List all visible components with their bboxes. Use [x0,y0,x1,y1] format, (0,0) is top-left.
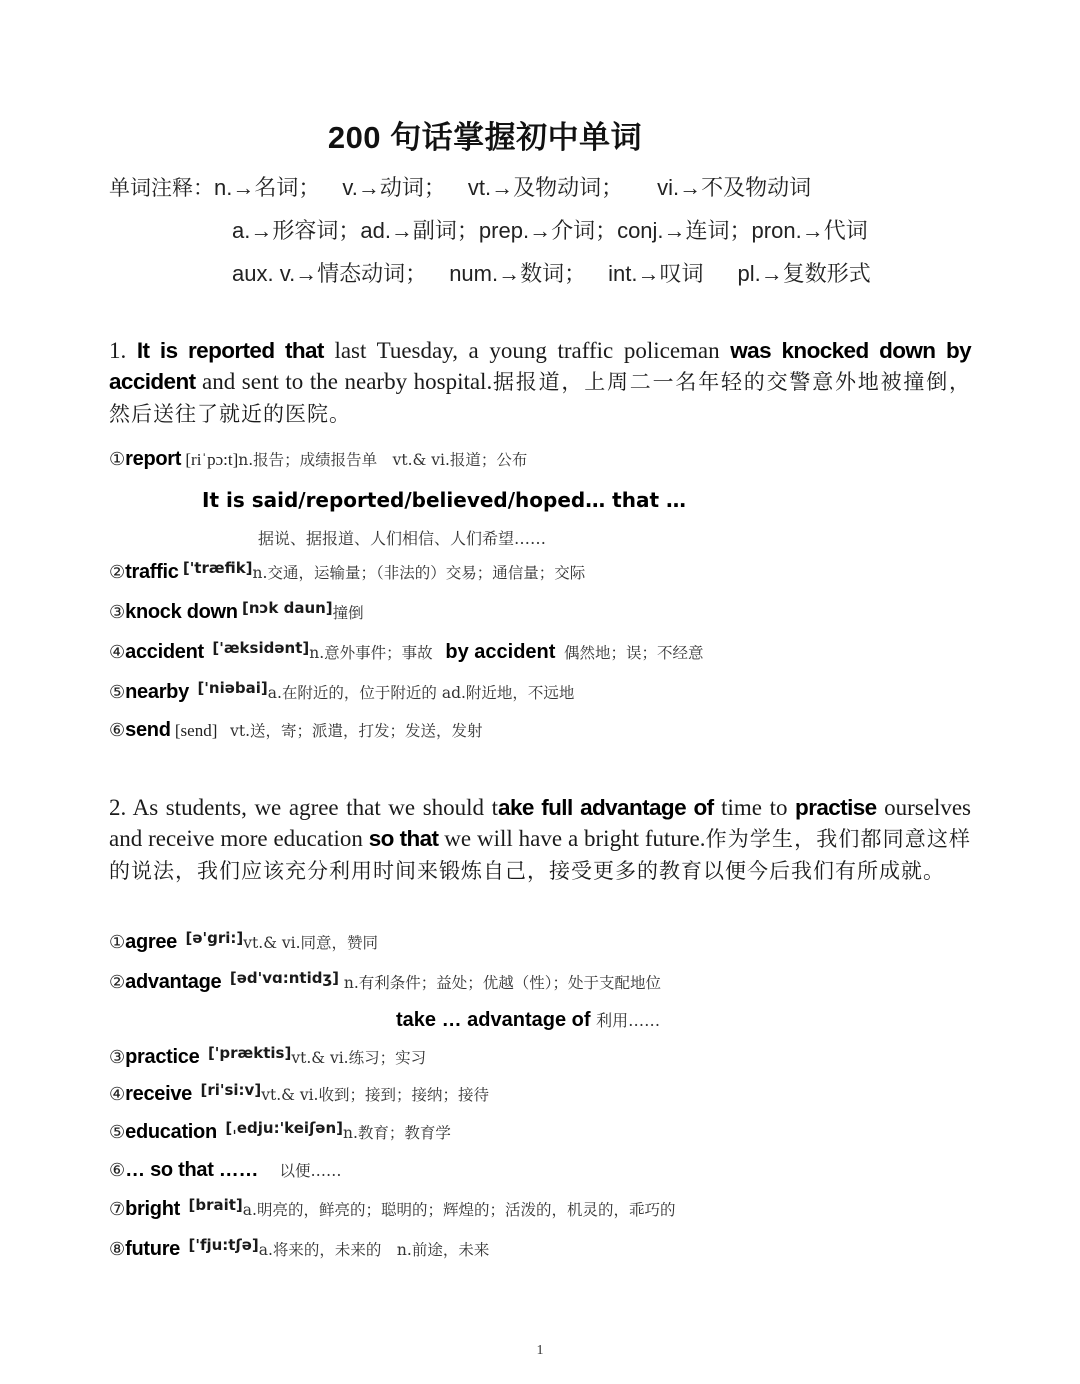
item-number: ③ [109,1047,126,1068]
vocab-word: … so that …… [125,1159,259,1181]
item-number: ⑤ [109,682,126,703]
item-number: ② [109,972,126,993]
vocab-phonetic: [brait] [188,1196,243,1214]
vocab-phonetic: [riˈpɔ:t] [185,450,239,469]
sentence-text: last Tuesday, a young traffic policeman [323,338,731,363]
item-number: ④ [109,642,126,663]
vocab-item-agree [109,931,378,954]
sentence-text: we will have a bright future. [438,826,706,851]
key-phrase: so that [368,826,439,851]
item-number: ④ [109,1084,126,1105]
vocab-phrase-definition: 偶然地；误；不经意 [563,644,704,662]
vocab-definition: 以便…… [279,1162,342,1180]
item-number: ⑥ [109,1160,126,1181]
vocab-item-advantage [109,971,661,994]
page-number: 1 [536,1343,544,1358]
vocab-word: bright [125,1198,180,1220]
vocab-item-bright [109,1198,675,1221]
key-phrase: ake full advantage of [498,795,714,820]
sentence-translation: 据报道，上周二一名年轻的交警意外地被撞倒，然后送往了就近的医院。 [109,370,971,426]
vocab-item-so-that [109,1159,341,1182]
item-number: ① [109,449,126,470]
vocab-item-knock-down [109,601,364,624]
legend-line-1 [109,171,811,202]
vocab-word: advantage [125,971,222,993]
vocab-definition: a.将来的，未来的 n.前途，未来 [258,1241,490,1259]
sentence-2 [109,792,971,887]
vocab-phonetic: [ri'si:v] [200,1081,262,1099]
vocab-definition: n.教育；教育学 [343,1124,451,1142]
sentence-1 [109,335,971,430]
vocab-word: send [125,719,171,741]
vocab-phonetic: ['æksidənt] [212,639,310,657]
legend-item: a.→形容词；ad.→副词；prep.→介词；conj.→连词；pron.→代词 [232,218,868,243]
vocab-definition: 撞倒 [332,604,364,622]
legend-item: vt.→及物动词； [467,175,624,200]
vocab-word: traffic [125,561,179,583]
vocab-definition: vt.送，寄；派遣，打发；发送，发射 [230,722,483,740]
vocab-definition: vt.& vi.同意，赞同 [243,934,379,952]
vocab-phonetic: ['præktis] [207,1044,292,1062]
vocab-item-education [109,1121,451,1144]
vocab-item-future [109,1238,489,1261]
vocab-word: accident [125,641,204,663]
sentence-pattern-translation: 据说、据报道、人们相信、人们希望…… [258,529,547,548]
vocab-phonetic: [ˌedju:'keiʃən] [225,1119,343,1137]
legend-line-2 [232,214,868,245]
phrase-translation: 利用…… [596,1011,661,1030]
key-phrase: It is reported that [136,338,324,363]
key-phrase: practise [795,795,877,820]
item-number: ⑦ [109,1199,126,1220]
vocab-item-nearby [109,681,574,704]
legend-item: v.→动词； [342,175,446,200]
sentence-text: As students, we agree that we should t [132,795,499,820]
vocab-word: practice [125,1046,200,1068]
item-number: ⑤ [109,1122,126,1143]
item-number: ① [109,932,126,953]
legend-item: int.→叹词 [608,261,704,286]
vocab-item-send [109,719,483,742]
vocab-word: agree [125,931,178,953]
legend-item: aux. v.→情态动词； [232,261,428,286]
vocab-word: report [125,448,182,470]
vocab-phonetic: [nɔk daun] [241,599,333,617]
vocab-definition: vt.& vi.收到；接到；接纳；接待 [261,1086,489,1104]
sentence-number: 1. [109,338,127,363]
legend-label: 单词注释： [109,176,214,200]
vocab-phonetic: ['niəbai] [197,679,268,697]
vocab-phonetic: ['træfik] [182,559,253,577]
vocab-word: future [125,1238,181,1260]
legend-item: n.→名词； [214,175,321,200]
vocab-phonetic: [send] [174,721,218,740]
vocab-item-traffic [109,561,585,584]
vocab-phonetic: ['fju:tʃə] [188,1236,259,1254]
item-number: ⑧ [109,1239,126,1260]
vocab-phonetic: [ə'gri:] [185,929,244,947]
vocab-definition: n.报告；成绩报告单 vt.& vi.报道；公布 [238,451,528,469]
phrase-take-advantage-of [396,1008,660,1032]
sentence-translation: 作为学生，我们都同意这样的说法，我们应该充分利用时间来锻炼自己，接受更多的教育以便今后我们有所成就。 [109,827,971,883]
legend-item: vi.→不及物动词 [657,175,812,200]
vocab-phrase: by accident [445,641,556,663]
phrase-text: take … advantage of [396,1009,591,1031]
vocab-definition: a.明亮的，鲜亮的；聪明的；辉煌的；活泼的，机灵的，乖巧的 [242,1201,676,1219]
item-number: ③ [109,602,126,623]
vocab-word: receive [125,1083,192,1105]
vocab-word: knock down [125,601,238,623]
key-phrase: was knocked down by accident [109,338,972,394]
vocab-item-report [109,448,527,471]
legend-item: num.→数词； [449,261,587,286]
legend-item: pl.→复数形式 [737,261,871,286]
item-number: ② [109,562,126,583]
vocab-definition: n.有利条件；益处；优越（性）；处于支配地位 [338,974,662,992]
legend-line-3 [232,257,871,288]
vocab-definition: a.在附近的，位于附近的 ad.附近地，不远地 [267,684,575,702]
sentence-number: 2. [109,795,127,820]
sentence-pattern: It is said/reported/believed/hoped… that … [202,488,686,512]
sentence-text: and sent to the nearby hospital. [195,369,493,394]
vocab-word: education [125,1121,217,1143]
vocab-definition: vt.& vi.练习；实习 [291,1049,427,1067]
vocab-word: nearby [125,681,189,703]
item-number: ⑥ [109,720,126,741]
vocab-phonetic: [əd'vɑ:ntidʒ] [229,969,339,987]
sentence-text: time to [713,795,796,820]
vocab-item-accident [109,641,703,664]
vocab-definition: n.意外事件；事故 [309,644,433,662]
vocab-definition: n.交通，运输量；（非法的）交易；通信量；交际 [252,564,586,582]
vocab-item-receive [109,1083,489,1106]
sentence-text: ourselves and receive more education [109,795,972,851]
vocab-item-practice [109,1046,426,1069]
document-title: 200 句话掌握初中单词 [327,120,643,155]
